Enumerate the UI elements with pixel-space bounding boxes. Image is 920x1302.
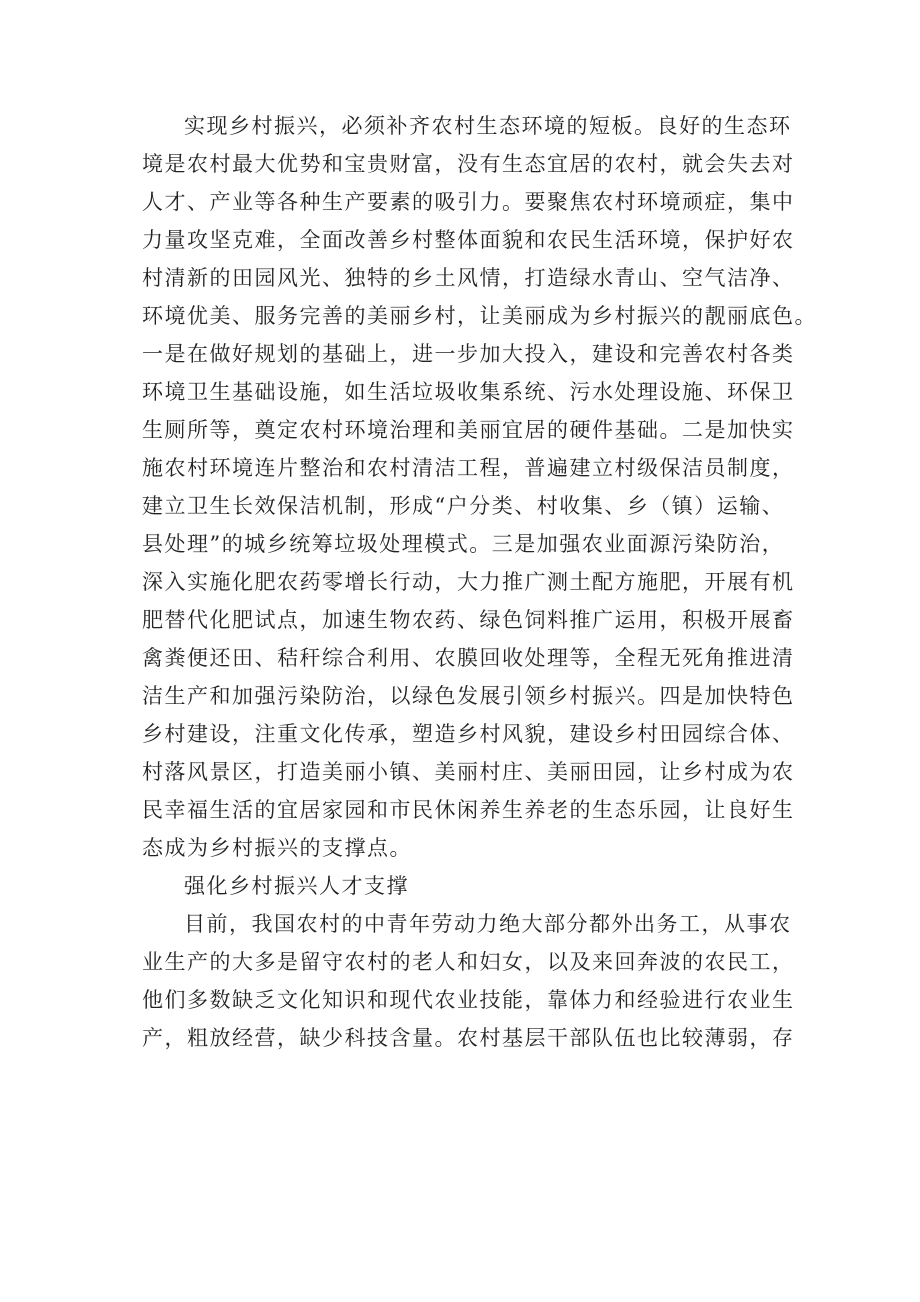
- paragraph-line: 禽粪便还田、秸秆综合利用、农膜回收处理等，全程无死角推进清: [142, 646, 795, 670]
- document-body: [142, 107, 817, 1057]
- paragraph-line: 建立卫生长效保洁机制，形成“户分类、村收集、乡（镇）运输、: [142, 494, 785, 518]
- paragraph-line: 县处理”的城乡统筹垃圾处理模式。三是加强农业面源污染防治，: [142, 532, 785, 556]
- paragraph-line: 民幸福生活的宜居家园和市民休闲养生养老的生态乐园，让良好生: [142, 798, 795, 822]
- paragraph-line: 他们多数缺乏文化知识和现代农业技能，靠体力和经验进行农业生: [142, 988, 795, 1012]
- paragraph-line: 肥替代化肥试点，加速生物农药、绿色饲料推广运用，积极开展畜: [142, 608, 795, 632]
- paragraph-line: 人才、产业等各种生产要素的吸引力。要聚焦农村环境顽症，集中: [142, 190, 795, 214]
- paragraph-line: 实现乡村振兴，必须补齐农村生态环境的短板。良好的生态环: [184, 114, 792, 138]
- paragraph-line: 环境卫生基础设施，如生活垃圾收集系统、污水处理设施、环保卫: [142, 380, 795, 404]
- paragraph-line: 村落风景区，打造美丽小镇、美丽村庄、美丽田园，让乡村成为农: [142, 760, 795, 784]
- section-heading: 强化乡村振兴人才支撑: [184, 874, 409, 898]
- paragraph-line: 态成为乡村振兴的支撑点。: [142, 836, 412, 860]
- paragraph-line: 产，粗放经营，缺少科技含量。农村基层干部队伍也比较薄弱，存: [142, 1026, 795, 1050]
- paragraph-line: 村清新的田园风光、独特的乡土风情，打造绿水青山、空气洁净、: [142, 266, 795, 290]
- paragraph-line: 力量攻坚克难，全面改善乡村整体面貌和农民生活环境，保护好农: [142, 228, 795, 252]
- paragraph-line: 生厕所等，奠定农村环境治理和美丽宜居的硬件基础。二是加快实: [142, 418, 795, 442]
- paragraph-line: 环境优美、服务完善的美丽乡村，让美丽成为乡村振兴的靓丽底色。: [142, 304, 817, 328]
- paragraph-line: 境是农村最大优势和宝贵财富，没有生态宜居的农村，就会失去对: [142, 152, 795, 176]
- paragraph-line: 施农村环境连片整治和农村清洁工程，普遍建立村级保洁员制度，: [142, 456, 795, 480]
- paragraph-line: 业生产的大多是留守农村的老人和妇女，以及来回奔波的农民工，: [142, 950, 795, 974]
- paragraph-line: 目前，我国农村的中青年劳动力绝大部分都外出务工，从事农: [184, 912, 792, 936]
- paragraph-line: 深入实施化肥农药零增长行动，大力推广测土配方施肥，开展有机: [142, 570, 795, 594]
- paragraph-line: 一是在做好规划的基础上，进一步加大投入，建设和完善农村各类: [142, 342, 795, 366]
- paragraph-line: 乡村建设，注重文化传承，塑造乡村风貌，建设乡村田园综合体、: [142, 722, 795, 746]
- paragraph-line: 洁生产和加强污染防治，以绿色发展引领乡村振兴。四是加快特色: [142, 684, 795, 708]
